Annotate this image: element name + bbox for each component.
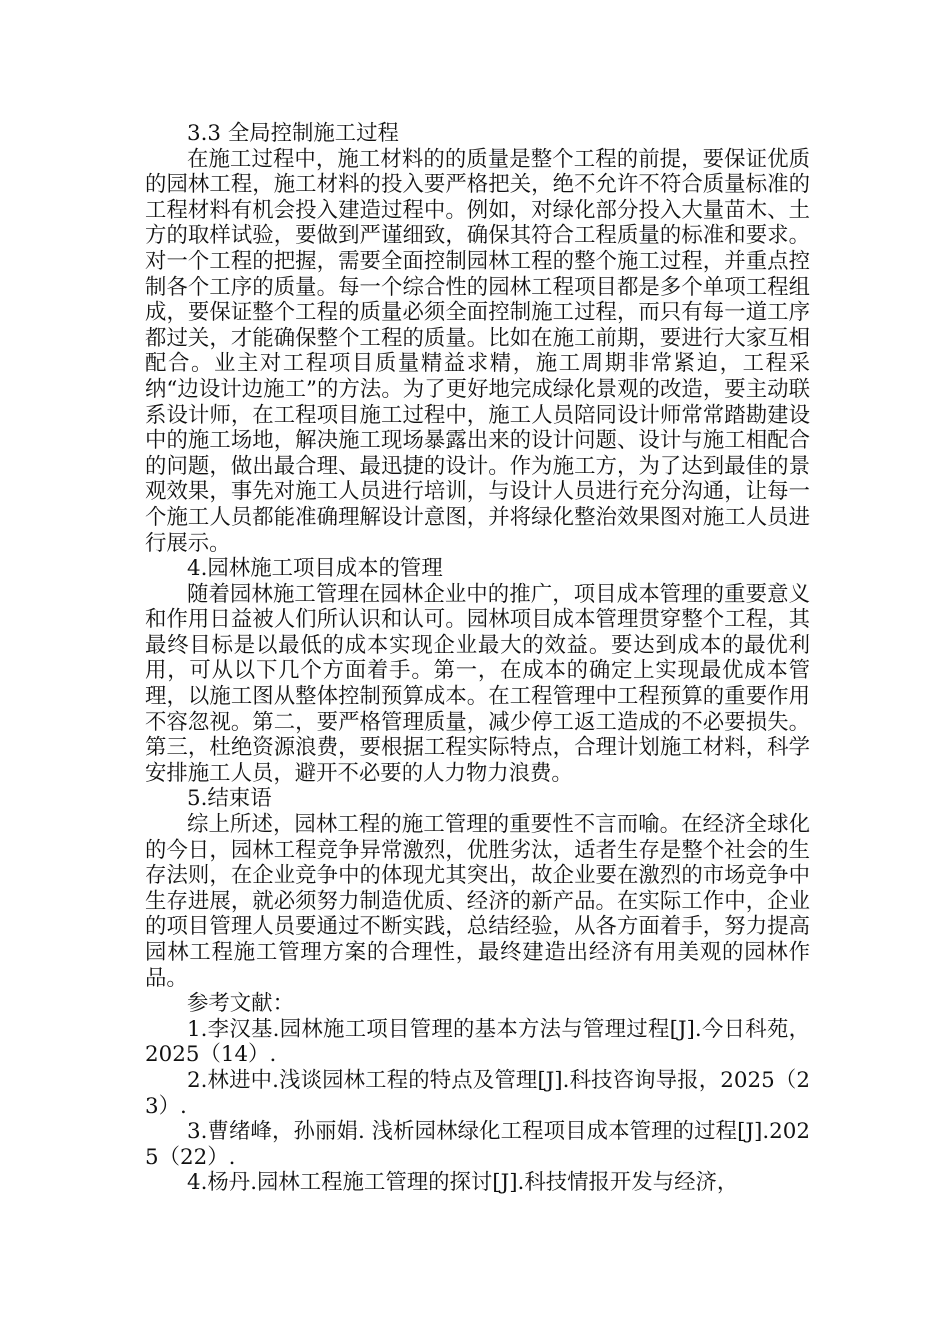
section-heading: 3.3 全局控制施工过程: [187, 121, 399, 146]
reference-item: 2.林进中.浅谈园林工程的特点及管理[J].科技咨询导报，2025（23）.: [145, 1067, 810, 1119]
body-paragraph: 综上所述，园林工程的施工管理的重要性不言而喻。在经济全球化的今日，园林工程竞争异常激烈，优胜劣汰，适者生存是整个社会的生存法则，在企业竞争中的体现尤其突出，故企业要在激烈的市场竞争中生存进展，就必须努力制造优质、经济的新产品。在实际工作中，企业的项目管理人员要通过不断实践，总结经验，从各方面着手，努力提高园林工程施工管理方案的合理性，最终建造出经济有用美观的园林作品。: [145, 812, 810, 991]
reference-item: 1.李汉基.园林施工项目管理的基本方法与管理过程[J].今日科苑，2025（14）.: [145, 1016, 810, 1068]
document-body: [145, 121, 810, 1196]
body-paragraph: 随着园林施工管理在园林企业中的推广，项目成本管理的重要意义和作用日益被人们所认识和认可。园林项目成本管理贯穿整个工程，其最终目标是以最低的成本实现企业最大的效益。要达到成本的最优利用，可从以下几个方面着手。第一，在成本的确定上实现最优成本管理，以施工图从整体控制预算成本。在工程管理中工程预算的重要作用不容忽视。第二，要严格管理质量，减少停工返工造成的不必要损失。第三，杜绝资源浪费，要根据工程实际特点，合理计划施工材料，科学安排施工人员，避开不必要的人力物力浪费。: [145, 581, 810, 786]
reference-item: 3.曹绪峰，孙丽娟. 浅析园林绿化工程项目成本管理的过程[J].2025（22）.: [145, 1119, 810, 1170]
reference-item: 4.杨丹.园林工程施工管理的探讨[J].科技情报开发与经济，: [187, 1170, 739, 1196]
body-paragraph: 在施工过程中，施工材料的的质量是整个工程的前提，要保证优质的园林工程，施工材料的投入要严格把关，绝不允许不符合质量标准的工程材料有机会投入建造过程中。例如，对绿化部分投入大量苗木、土方的取样试验，要做到严谨细致，确保其符合工程质量的标准和要求。对一个工程的把握，需要全面控制园林工程的整个施工过程，并重点控制各个工序的质量。每一个综合性的园林工程项目都是多个单项工程组成，要保证整个工程的质量必须全面控制施工过程，而只有每一道工序都过关，才能确保整个工程的质量。比如在施工前期，要进行大家互相配合。业主对工程项目质量精益求精，施工周期非常紧迫，工程采纳“边设计边施工”的方法。为了更好地完成绿化景观的改造，要主动联系设计师，在工程项目施工过程中，施工人员陪同设计师常常踏勘建设中的施工场地，解决施工现场暴露出来的设计问题、设计与施工相配合的问题，做出最合理、最迅捷的设计。作为施工方，为了达到最佳的景观效果，事先对施工人员进行培训，与设计人员进行充分沟通，让每一个施工人员都能准确理解设计意图，并将绿化整治效果图对施工人员进行展示。: [145, 146, 810, 556]
section-heading: 4.园林施工项目成本的管理: [187, 556, 443, 582]
section-heading: 5.结束语: [187, 786, 272, 812]
references-heading: 参考文献：: [187, 991, 294, 1017]
